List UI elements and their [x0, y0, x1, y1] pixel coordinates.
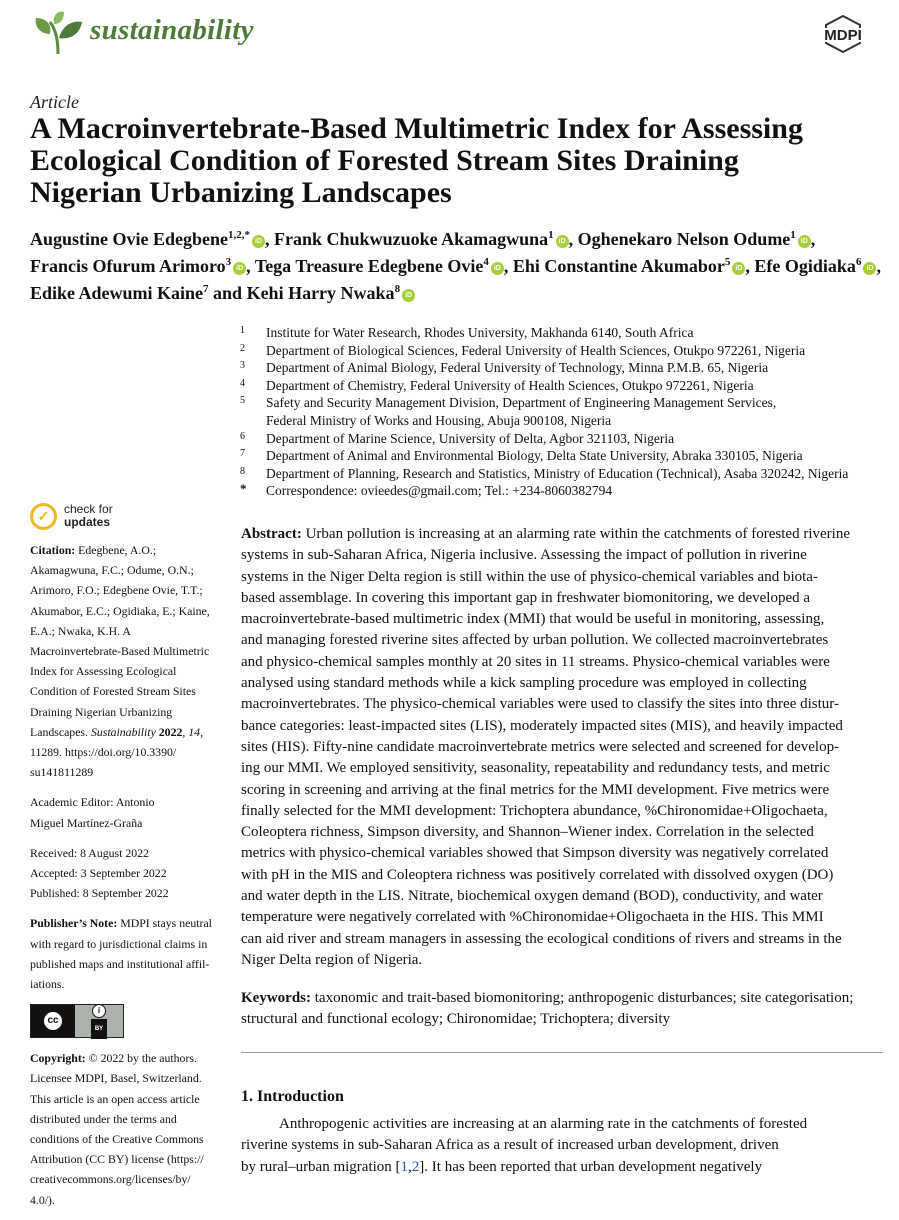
abstract-line: analysed using standard methods while a kick sampling procedure was employed in collecting: [241, 675, 807, 692]
citation-block: [30, 540, 226, 782]
person-icon: i: [92, 1004, 106, 1018]
affiliation-number: [238, 412, 266, 430]
section-heading: 1. Introduction: [241, 1088, 344, 1105]
author-separator: ,: [246, 256, 255, 276]
publisher-note-line: MDPI stays neutral: [117, 916, 212, 931]
citation-line: Akamagwuna, F.C.; Odume, O.N.;: [30, 563, 194, 578]
affiliation-item: [238, 465, 888, 483]
introduction-paragraph: [241, 1114, 883, 1178]
abstract-line: sites (HIS). Fifty-nine candidate macroinvertebrate metrics were selected and screened for develop-: [241, 738, 840, 755]
abstract-line: macroinvertebrates. The physico-chemical variables were used to classify the sites into three distur-: [241, 696, 839, 713]
citation-journal: Sustainability: [90, 724, 156, 739]
orcid-icon[interactable]: iD: [252, 235, 265, 248]
abstract-line: systems in the Niger Delta region is still within the use of physico-chemical variables and biota-: [241, 568, 818, 585]
abstract-line: Niger Delta region of Nigeria.: [241, 951, 423, 968]
copyright-line: © 2022 by the authors.: [85, 1051, 197, 1066]
intro-line: by rural–urban migration [: [241, 1158, 401, 1175]
citation-line: E.A.; Nwaka, K.H. A: [30, 623, 131, 638]
author-affiliation-marker: 7: [203, 283, 209, 295]
abstract-line: based assemblage. In covering this important gap in freshwater biomonitoring, we developed a: [241, 589, 811, 606]
citation-line: Arimoro, F.O.; Edegbene Ovie, T.T.;: [30, 583, 203, 598]
copyright-line: This article is an open access article: [30, 1091, 200, 1106]
reference-link[interactable]: 1: [400, 1158, 409, 1175]
author-separator: ,: [810, 229, 816, 249]
author-name: Oghenekaro Nelson Odume: [577, 229, 791, 249]
affiliation-number: 5: [240, 395, 245, 407]
affiliation-item: [238, 430, 888, 448]
abstract-line: and physico-chemical samples monthly at 20 sites in 11 streams. Physico-chemical variables were: [241, 653, 830, 670]
abstract-line: Coleoptera richness, Simpson diversity, and Shannon–Wiener index. Correlation in the selected: [241, 824, 814, 841]
orcid-icon[interactable]: iD: [732, 262, 745, 275]
citation-year: 2022: [158, 724, 183, 739]
mdpi-logo-text: MDPI: [824, 27, 862, 44]
title-line: A Macroinvertebrate-Based Multimetric Index for Assessing: [30, 112, 803, 145]
affiliation-text: Department of Chemistry, Federal University of Health Sciences, Otukpo 972261, Nigeria: [266, 377, 754, 393]
citation-doi-link[interactable]: 11289. https://doi.org/10.3390/: [30, 745, 177, 760]
affiliation-text: Department of Animal Biology, Federal University of Technology, Minna P.M.B. 65, Nigeria: [266, 360, 769, 376]
citation-line: Edegbene, A.O.;: [75, 543, 157, 557]
journal-leaf-logo: [32, 10, 84, 58]
affiliation-text: Department of Animal and Environmental Biology, Delta State University, Abraka 330105, Nigeria: [266, 448, 803, 464]
keywords-line: taxonomic and trait-based biomonitoring; anthropogenic disturbances; site categorisation;: [311, 990, 854, 1006]
cc-by-license-badge[interactable]: [30, 1004, 124, 1038]
citation-label: Citation:: [30, 543, 76, 557]
received-date: Received: 8 August 2022: [30, 845, 149, 860]
affiliation-text: Safety and Security Management Division, Department of Engineering Management Services,: [266, 395, 777, 411]
copyright-line: distributed under the terms and: [30, 1111, 177, 1126]
affiliation-item: [238, 324, 888, 342]
section-divider: [241, 1052, 883, 1053]
author-separator: ,: [265, 229, 275, 249]
publisher-note-label: Publisher’s Note:: [30, 916, 118, 931]
citation-line: Landscapes.: [30, 724, 91, 739]
mdpi-logo: [808, 14, 878, 54]
orcid-icon[interactable]: iD: [491, 262, 504, 275]
citation-line: Macroinvertebrate-Based Multimetric: [30, 644, 210, 659]
sidebar: [30, 500, 226, 1220]
author-name: Kehi Harry Nwaka: [246, 283, 395, 303]
citation-line: Condition of Forested Stream Sites: [30, 684, 196, 699]
affiliation-number: 3: [240, 360, 245, 372]
affiliation-item: [238, 482, 888, 500]
abstract: [241, 524, 883, 971]
cc-icon: cc: [42, 1010, 64, 1032]
author-separator: ,: [503, 256, 513, 276]
affiliation-item: [238, 447, 888, 465]
author-separator: and: [208, 283, 247, 303]
publisher-note-line: with regard to jurisdictional claims in: [30, 936, 208, 951]
citation-line: Draining Nigerian Urbanizing: [30, 704, 173, 719]
orcid-icon[interactable]: iD: [556, 235, 569, 248]
author-affiliation-marker: 5: [724, 256, 731, 268]
check-updates-line1: check for: [64, 502, 113, 516]
author-name: Francis Ofurum Arimoro: [30, 256, 226, 276]
abstract-line: can aid river and stream managers in assessing the ecological conditions of rivers and streams in the: [241, 930, 842, 947]
abstract-line: scoring in screening and arriving at the final metrics for the MMI development. Five metrics were: [241, 781, 830, 798]
affiliation-item: [238, 359, 888, 377]
affiliation-number: 7: [240, 448, 245, 460]
copyright-line: conditions of the Creative Commons: [30, 1132, 204, 1147]
affiliation-number: 4: [240, 377, 245, 389]
affiliation-text: Department of Biological Sciences, Federal University of Health Sciences, Otukpo 972261, Nigeria: [266, 342, 806, 358]
author-separator: ,: [876, 256, 881, 276]
abstract-line: with pH in the MIS and Coleoptera richness was positively correlated with dissolved oxygen (DO): [241, 866, 834, 883]
orcid-icon[interactable]: iD: [233, 262, 246, 275]
intro-line: ]. It has been reported that urban development negatively: [419, 1158, 763, 1175]
copyright-line: Attribution (CC BY) license (https://: [30, 1152, 204, 1167]
check-updates-line2: updates: [64, 515, 111, 529]
keywords-label: Keywords:: [241, 990, 311, 1006]
abstract-line: macroinvertebrate-based multimetric index (MMI) that would be useful in monitoring, assessing,: [241, 611, 825, 628]
abstract-line: finally selected for the MMI development: Trichoptera abundance, %Chironomidae+Oligochaeta,: [241, 802, 828, 819]
abstract-label: Abstract:: [241, 526, 302, 542]
affiliation-item: [238, 342, 888, 360]
academic-editor: [30, 792, 226, 832]
abstract-line: bance categories: least-impacted sites (LIS), moderately impacted sites (MIS), and heavily impacted: [241, 717, 843, 734]
author-name: Tega Treasure Edegbene Ovie: [254, 256, 484, 276]
author-affiliation-marker: 1: [790, 229, 796, 241]
author-affiliation-marker: 4: [483, 256, 489, 268]
affiliation-number: 6: [240, 430, 245, 442]
author-list: [30, 224, 890, 305]
editor-line: Miguel Martínez-Graña: [30, 815, 143, 830]
affiliation-number: 2: [240, 342, 245, 354]
author-line: [30, 251, 890, 278]
copyright: [30, 1048, 226, 1210]
accepted-date: Accepted: 3 September 2022: [30, 866, 167, 881]
check-updates-icon: ✓: [30, 503, 57, 530]
abstract-line: ing our MMI. We employed sensitivity, seasonality, repeatability and redundancy tests, and metric: [241, 760, 830, 777]
author-affiliation-marker: 8: [394, 283, 401, 295]
author-separator: ,: [568, 229, 578, 249]
author-name: Efe Ogidiaka: [754, 256, 856, 276]
affiliations: [238, 324, 888, 500]
citation-doi-link[interactable]: su141811289: [30, 765, 94, 780]
affiliation-item: [238, 412, 888, 430]
affiliation-text: Department of Marine Science, University of Delta, Agbor 321103, Nigeria: [266, 430, 675, 446]
affiliation-text: Department of Planning, Research and Statistics, Ministry of Education (Technical), Asaba 320242, Nigeria: [266, 465, 849, 481]
author-name: Ehi Constantine Akumabor: [512, 256, 725, 276]
copyright-line: 4.0/).: [30, 1192, 55, 1207]
publication-dates: [30, 843, 226, 904]
author-name: Edike Adewumi Kaine: [30, 283, 204, 303]
keywords: [241, 988, 883, 1031]
citation-line: Index for Assessing Ecological: [30, 664, 177, 679]
author-affiliation-marker: 1: [548, 229, 554, 241]
published-date: Published: 8 September 2022: [30, 886, 169, 901]
title-line: Ecological Condition of Forested Stream Sites Draining: [30, 144, 739, 177]
intro-line: riverine systems in sub-Saharan Africa as a result of increased urban development, driven: [241, 1137, 779, 1154]
affiliation-number: 1: [240, 325, 245, 336]
abstract-line: metrics with physico-chemical variables showed that Simpson diversity was negatively correlated: [241, 845, 829, 862]
by-label: BY: [91, 1019, 107, 1039]
copyright-label: Copyright:: [30, 1051, 86, 1066]
abstract-line: Urban pollution is increasing at an alarming rate within the catchments of forested riverine: [301, 526, 850, 542]
journal-name: sustainability: [90, 14, 254, 46]
citation-line: Akumabor, E.C.; Ogidiaka, E.; Kaine,: [30, 603, 210, 618]
author-affiliation-marker: 3: [225, 256, 232, 268]
editor-line: Academic Editor: Antonio: [30, 795, 155, 810]
abstract-line: and managing forested riverine sites affected by urban pollution. We collected macroinvertebrates: [241, 632, 829, 649]
publisher-note-line: published maps and institutional affil-: [30, 956, 210, 971]
author-line: [30, 224, 890, 251]
author-name: Augustine Ovie Edegbene: [30, 229, 229, 249]
affiliation-text: Institute for Water Research, Rhodes University, Makhanda 6140, South Africa: [266, 325, 694, 340]
abstract-line: temperature were negatively correlated with %Chironomidae+Oligochaeta in the HIS. This MMI: [241, 909, 824, 926]
orcid-icon[interactable]: iD: [402, 289, 415, 302]
affiliation-item: [238, 377, 888, 395]
copyright-line: Licensee MDPI, Basel, Switzerland.: [30, 1071, 202, 1086]
affiliation-text: Federal Ministry of Works and Housing, Abuja 900108, Nigeria: [266, 412, 612, 428]
ref-separator: ,: [408, 1158, 412, 1175]
keywords-line: structural and functional ecology; Chironomidae; Trichoptera; diversity: [241, 1011, 671, 1028]
citation-volume: , 14,: [182, 724, 204, 739]
orcid-icon[interactable]: iD: [863, 262, 876, 275]
copyright-line: creativecommons.org/licenses/by/: [30, 1172, 191, 1187]
author-affiliation-marker: 6: [855, 256, 862, 268]
author-separator: ,: [745, 256, 755, 276]
author-affiliation-marker: 1,2,*: [228, 229, 251, 241]
article-type: Article: [30, 92, 79, 112]
orcid-icon[interactable]: iD: [798, 235, 811, 248]
affiliation-text: Correspondence: ovieedes@gmail.com; Tel.: +234-8060382794: [266, 483, 613, 499]
publisher-note-line: iations.: [30, 977, 65, 992]
check-for-updates-button[interactable]: [30, 500, 226, 532]
affiliation-number: 8: [240, 465, 245, 477]
article-title: [30, 113, 880, 209]
author-line: [30, 278, 890, 305]
abstract-line: systems in sub-Saharan Africa, Nigeria inclusive. Assessing the impact of pollution in riverine: [241, 547, 807, 564]
affiliation-item: [238, 394, 888, 412]
affiliation-number: *: [240, 481, 247, 497]
publisher-note: [30, 913, 226, 994]
title-line: Nigerian Urbanizing Landscapes: [30, 176, 452, 209]
intro-line: Anthropogenic activities are increasing at an alarming rate in the catchments of forested: [279, 1116, 808, 1132]
author-name: Frank Chukwuzuoke Akamagwuna: [274, 229, 549, 249]
reference-link[interactable]: 2: [411, 1158, 420, 1175]
abstract-line: and water depth in the LIS. Nitrate, biochemical oxygen demand (BOD), conductivity, and water: [241, 888, 823, 905]
